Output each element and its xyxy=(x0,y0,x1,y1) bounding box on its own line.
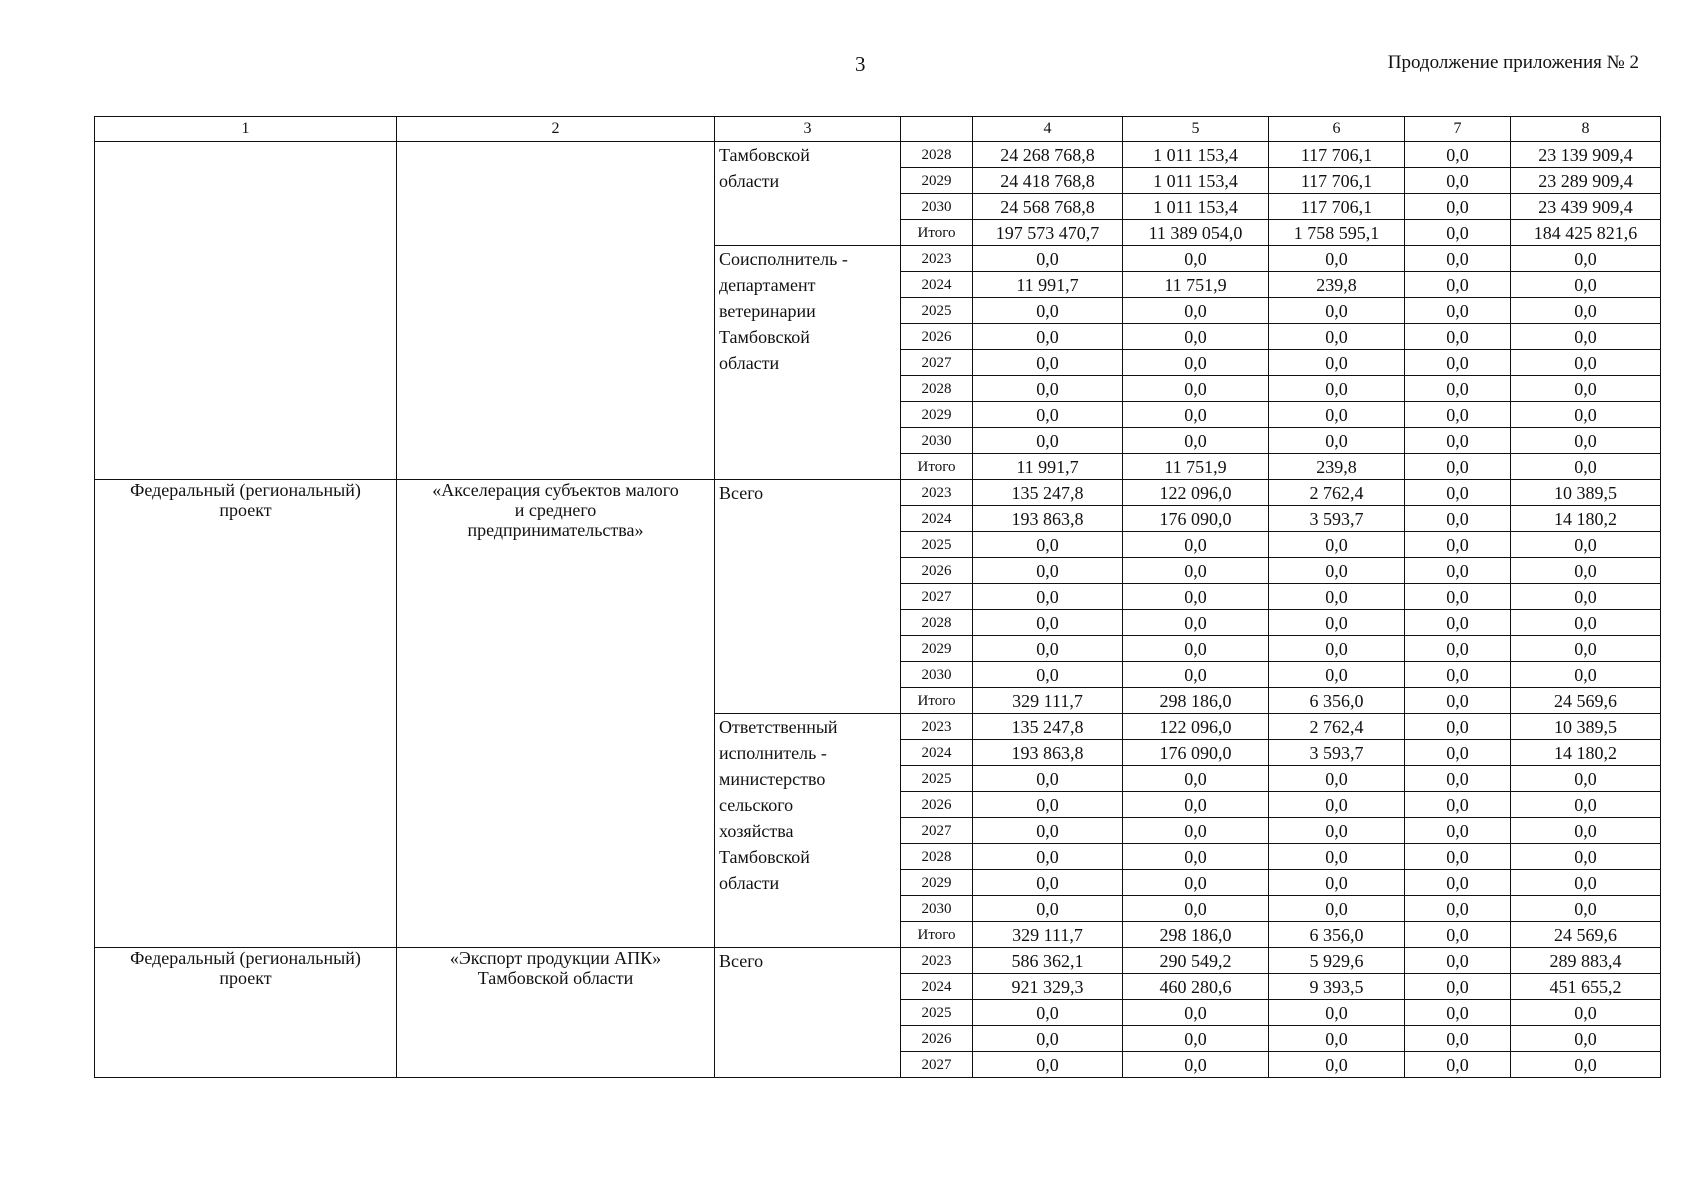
value-cell-col4: 0,0 xyxy=(973,584,1123,610)
value-cell-col7: 0,0 xyxy=(1405,194,1511,220)
year-cell: 2026 xyxy=(901,558,973,584)
value-cell-col7: 0,0 xyxy=(1405,532,1511,558)
year-cell: 2026 xyxy=(901,792,973,818)
section-name-cell xyxy=(397,948,715,1078)
executor-cell xyxy=(715,246,901,480)
table-row xyxy=(95,142,1661,168)
value-cell-col7: 0,0 xyxy=(1405,610,1511,636)
value-cell-col5: 0,0 xyxy=(1123,610,1269,636)
column-header: 6 xyxy=(1269,117,1405,142)
value-cell-col4: 0,0 xyxy=(973,636,1123,662)
value-cell-col4: 135 247,8 xyxy=(973,714,1123,740)
value-cell-col7: 0,0 xyxy=(1405,454,1511,480)
value-cell-col6: 2 762,4 xyxy=(1269,480,1405,506)
year-cell: 2025 xyxy=(901,298,973,324)
value-cell-col7: 0,0 xyxy=(1405,974,1511,1000)
value-cell-col6: 117 706,1 xyxy=(1269,142,1405,168)
value-cell-col8: 0,0 xyxy=(1511,792,1661,818)
value-cell-col7: 0,0 xyxy=(1405,948,1511,974)
value-cell-col7: 0,0 xyxy=(1405,168,1511,194)
column-header: 8 xyxy=(1511,117,1661,142)
section-type-cell xyxy=(95,142,397,480)
appendix-continuation-label: Продолжение приложения № 2 xyxy=(1387,52,1639,73)
value-cell-col8: 0,0 xyxy=(1511,350,1661,376)
value-cell-col4: 0,0 xyxy=(973,1026,1123,1052)
value-cell-col7: 0,0 xyxy=(1405,298,1511,324)
value-cell-col5: 0,0 xyxy=(1123,844,1269,870)
year-cell: Итого xyxy=(901,220,973,246)
value-cell-col7: 0,0 xyxy=(1405,220,1511,246)
value-cell-col7: 0,0 xyxy=(1405,246,1511,272)
year-cell: 2027 xyxy=(901,818,973,844)
value-cell-col6: 3 593,7 xyxy=(1269,506,1405,532)
year-cell: 2025 xyxy=(901,766,973,792)
value-cell-col4: 0,0 xyxy=(973,558,1123,584)
value-cell-col6: 0,0 xyxy=(1269,246,1405,272)
value-cell-col4: 24 418 768,8 xyxy=(973,168,1123,194)
year-cell: Итого xyxy=(901,688,973,714)
value-cell-col7: 0,0 xyxy=(1405,1052,1511,1078)
value-cell-col4: 0,0 xyxy=(973,246,1123,272)
section-type-text: Федеральный (региональный) проект xyxy=(130,948,361,988)
value-cell-col8: 10 389,5 xyxy=(1511,480,1661,506)
value-cell-col7: 0,0 xyxy=(1405,376,1511,402)
value-cell-col4: 0,0 xyxy=(973,402,1123,428)
value-cell-col6: 6 356,0 xyxy=(1269,688,1405,714)
value-cell-col5: 0,0 xyxy=(1123,636,1269,662)
year-cell: 2029 xyxy=(901,402,973,428)
value-cell-col8: 14 180,2 xyxy=(1511,740,1661,766)
value-cell-col7: 0,0 xyxy=(1405,688,1511,714)
column-number-row xyxy=(95,117,1661,142)
value-cell-col5: 0,0 xyxy=(1123,558,1269,584)
value-cell-col8: 0,0 xyxy=(1511,428,1661,454)
table-row xyxy=(95,480,1661,506)
value-cell-col4: 0,0 xyxy=(973,532,1123,558)
year-cell: 2024 xyxy=(901,272,973,298)
value-cell-col7: 0,0 xyxy=(1405,480,1511,506)
value-cell-col8: 0,0 xyxy=(1511,610,1661,636)
value-cell-col8: 289 883,4 xyxy=(1511,948,1661,974)
value-cell-col4: 0,0 xyxy=(973,428,1123,454)
value-cell-col5: 0,0 xyxy=(1123,662,1269,688)
value-cell-col8: 0,0 xyxy=(1511,454,1661,480)
value-cell-col8: 0,0 xyxy=(1511,246,1661,272)
value-cell-col7: 0,0 xyxy=(1405,792,1511,818)
value-cell-col7: 0,0 xyxy=(1405,870,1511,896)
value-cell-col5: 0,0 xyxy=(1123,792,1269,818)
value-cell-col8: 0,0 xyxy=(1511,402,1661,428)
executor-text: Всего xyxy=(719,951,764,971)
value-cell-col8: 0,0 xyxy=(1511,1000,1661,1026)
value-cell-col7: 0,0 xyxy=(1405,142,1511,168)
year-cell: 2030 xyxy=(901,428,973,454)
value-cell-col8: 0,0 xyxy=(1511,766,1661,792)
value-cell-col6: 0,0 xyxy=(1269,1026,1405,1052)
value-cell-col4: 135 247,8 xyxy=(973,480,1123,506)
value-cell-col6: 3 593,7 xyxy=(1269,740,1405,766)
executor-text: Ответственный исполнитель - министерство сельского хозяйства Тамбовской области xyxy=(719,717,838,893)
value-cell-col4: 0,0 xyxy=(973,1000,1123,1026)
column-header: 7 xyxy=(1405,117,1511,142)
value-cell-col7: 0,0 xyxy=(1405,714,1511,740)
year-cell: 2024 xyxy=(901,740,973,766)
year-cell: 2027 xyxy=(901,350,973,376)
value-cell-col8: 24 569,6 xyxy=(1511,922,1661,948)
value-cell-col5: 0,0 xyxy=(1123,1026,1269,1052)
year-cell: 2030 xyxy=(901,194,973,220)
value-cell-col8: 0,0 xyxy=(1511,558,1661,584)
year-cell: 2026 xyxy=(901,324,973,350)
value-cell-col4: 586 362,1 xyxy=(973,948,1123,974)
value-cell-col7: 0,0 xyxy=(1405,402,1511,428)
value-cell-col6: 0,0 xyxy=(1269,558,1405,584)
value-cell-col5: 0,0 xyxy=(1123,584,1269,610)
year-cell: 2028 xyxy=(901,844,973,870)
value-cell-col8: 0,0 xyxy=(1511,896,1661,922)
value-cell-col6: 0,0 xyxy=(1269,584,1405,610)
value-cell-col8: 0,0 xyxy=(1511,1026,1661,1052)
value-cell-col4: 11 991,7 xyxy=(973,272,1123,298)
value-cell-col6: 0,0 xyxy=(1269,662,1405,688)
value-cell-col6: 0,0 xyxy=(1269,818,1405,844)
value-cell-col7: 0,0 xyxy=(1405,766,1511,792)
year-cell: 2028 xyxy=(901,376,973,402)
value-cell-col4: 0,0 xyxy=(973,870,1123,896)
value-cell-col7: 0,0 xyxy=(1405,818,1511,844)
value-cell-col4: 0,0 xyxy=(973,818,1123,844)
year-cell: 2030 xyxy=(901,662,973,688)
executor-cell xyxy=(715,948,901,1078)
value-cell-col5: 0,0 xyxy=(1123,428,1269,454)
value-cell-col7: 0,0 xyxy=(1405,896,1511,922)
value-cell-col6: 117 706,1 xyxy=(1269,168,1405,194)
value-cell-col7: 0,0 xyxy=(1405,324,1511,350)
column-header: 1 xyxy=(95,117,397,142)
value-cell-col7: 0,0 xyxy=(1405,272,1511,298)
year-cell: 2029 xyxy=(901,168,973,194)
value-cell-col5: 298 186,0 xyxy=(1123,922,1269,948)
executor-cell xyxy=(715,142,901,246)
executor-cell xyxy=(715,480,901,714)
value-cell-col5: 0,0 xyxy=(1123,246,1269,272)
value-cell-col4: 921 329,3 xyxy=(973,974,1123,1000)
executor-cell xyxy=(715,714,901,948)
value-cell-col8: 451 655,2 xyxy=(1511,974,1661,1000)
value-cell-col5: 0,0 xyxy=(1123,1052,1269,1078)
value-cell-col4: 197 573 470,7 xyxy=(973,220,1123,246)
year-cell: 2024 xyxy=(901,974,973,1000)
value-cell-col4: 24 568 768,8 xyxy=(973,194,1123,220)
value-cell-col4: 0,0 xyxy=(973,792,1123,818)
section-name-text: «Акселерация субъектов малого и среднего предпринимательства» xyxy=(432,480,679,540)
table-row xyxy=(95,948,1661,974)
value-cell-col8: 0,0 xyxy=(1511,376,1661,402)
value-cell-col7: 0,0 xyxy=(1405,428,1511,454)
value-cell-col4: 329 111,7 xyxy=(973,688,1123,714)
value-cell-col6: 0,0 xyxy=(1269,844,1405,870)
value-cell-col6: 0,0 xyxy=(1269,298,1405,324)
section-name-cell xyxy=(397,142,715,480)
page-number: 3 xyxy=(855,52,866,76)
value-cell-col6: 0,0 xyxy=(1269,402,1405,428)
value-cell-col4: 0,0 xyxy=(973,376,1123,402)
section-type-cell xyxy=(95,948,397,1078)
value-cell-col6: 117 706,1 xyxy=(1269,194,1405,220)
value-cell-col6: 0,0 xyxy=(1269,324,1405,350)
value-cell-col5: 11 389 054,0 xyxy=(1123,220,1269,246)
value-cell-col5: 0,0 xyxy=(1123,1000,1269,1026)
value-cell-col5: 290 549,2 xyxy=(1123,948,1269,974)
value-cell-col8: 0,0 xyxy=(1511,870,1661,896)
value-cell-col5: 0,0 xyxy=(1123,896,1269,922)
column-header xyxy=(901,117,973,142)
value-cell-col4: 193 863,8 xyxy=(973,506,1123,532)
value-cell-col6: 1 758 595,1 xyxy=(1269,220,1405,246)
value-cell-col4: 0,0 xyxy=(973,766,1123,792)
value-cell-col4: 0,0 xyxy=(973,662,1123,688)
executor-text: Соисполнитель - департамент ветеринарии Тамбовской области xyxy=(719,249,848,373)
value-cell-col6: 0,0 xyxy=(1269,1000,1405,1026)
section-type-cell xyxy=(95,480,397,948)
value-cell-col4: 0,0 xyxy=(973,610,1123,636)
value-cell-col5: 1 011 153,4 xyxy=(1123,142,1269,168)
budget-table-body xyxy=(95,117,1661,1078)
value-cell-col6: 0,0 xyxy=(1269,896,1405,922)
value-cell-col5: 460 280,6 xyxy=(1123,974,1269,1000)
value-cell-col8: 0,0 xyxy=(1511,636,1661,662)
executor-text: Всего xyxy=(719,483,764,503)
year-cell: 2025 xyxy=(901,1000,973,1026)
year-cell: 2027 xyxy=(901,584,973,610)
value-cell-col6: 2 762,4 xyxy=(1269,714,1405,740)
value-cell-col4: 11 991,7 xyxy=(973,454,1123,480)
year-cell: 2027 xyxy=(901,1052,973,1078)
value-cell-col5: 0,0 xyxy=(1123,376,1269,402)
value-cell-col4: 329 111,7 xyxy=(973,922,1123,948)
value-cell-col4: 0,0 xyxy=(973,896,1123,922)
value-cell-col8: 0,0 xyxy=(1511,532,1661,558)
value-cell-col4: 0,0 xyxy=(973,1052,1123,1078)
value-cell-col8: 0,0 xyxy=(1511,818,1661,844)
year-cell: 2023 xyxy=(901,246,973,272)
value-cell-col5: 11 751,9 xyxy=(1123,454,1269,480)
value-cell-col5: 0,0 xyxy=(1123,402,1269,428)
value-cell-col6: 0,0 xyxy=(1269,636,1405,662)
value-cell-col7: 0,0 xyxy=(1405,922,1511,948)
value-cell-col6: 0,0 xyxy=(1269,870,1405,896)
value-cell-col5: 1 011 153,4 xyxy=(1123,168,1269,194)
section-name-cell xyxy=(397,480,715,948)
column-header: 4 xyxy=(973,117,1123,142)
value-cell-col5: 1 011 153,4 xyxy=(1123,194,1269,220)
year-cell: 2026 xyxy=(901,1026,973,1052)
value-cell-col4: 0,0 xyxy=(973,324,1123,350)
column-header: 5 xyxy=(1123,117,1269,142)
value-cell-col4: 0,0 xyxy=(973,844,1123,870)
value-cell-col8: 0,0 xyxy=(1511,662,1661,688)
value-cell-col7: 0,0 xyxy=(1405,584,1511,610)
value-cell-col6: 0,0 xyxy=(1269,766,1405,792)
value-cell-col6: 0,0 xyxy=(1269,610,1405,636)
column-header: 2 xyxy=(397,117,715,142)
value-cell-col6: 6 356,0 xyxy=(1269,922,1405,948)
value-cell-col6: 0,0 xyxy=(1269,350,1405,376)
value-cell-col5: 122 096,0 xyxy=(1123,480,1269,506)
value-cell-col6: 239,8 xyxy=(1269,272,1405,298)
value-cell-col5: 0,0 xyxy=(1123,532,1269,558)
value-cell-col7: 0,0 xyxy=(1405,506,1511,532)
value-cell-col4: 24 268 768,8 xyxy=(973,142,1123,168)
year-cell: 2029 xyxy=(901,870,973,896)
value-cell-col8: 23 439 909,4 xyxy=(1511,194,1661,220)
value-cell-col5: 0,0 xyxy=(1123,324,1269,350)
value-cell-col7: 0,0 xyxy=(1405,350,1511,376)
value-cell-col5: 0,0 xyxy=(1123,298,1269,324)
year-cell: 2024 xyxy=(901,506,973,532)
value-cell-col7: 0,0 xyxy=(1405,1026,1511,1052)
value-cell-col6: 239,8 xyxy=(1269,454,1405,480)
value-cell-col8: 0,0 xyxy=(1511,298,1661,324)
section-type-text: Федеральный (региональный) проект xyxy=(130,480,361,520)
value-cell-col6: 0,0 xyxy=(1269,1052,1405,1078)
year-cell: 2023 xyxy=(901,480,973,506)
value-cell-col8: 0,0 xyxy=(1511,844,1661,870)
column-header: 3 xyxy=(715,117,901,142)
value-cell-col6: 9 393,5 xyxy=(1269,974,1405,1000)
value-cell-col7: 0,0 xyxy=(1405,844,1511,870)
value-cell-col8: 14 180,2 xyxy=(1511,506,1661,532)
value-cell-col8: 0,0 xyxy=(1511,584,1661,610)
value-cell-col6: 0,0 xyxy=(1269,428,1405,454)
year-cell: 2029 xyxy=(901,636,973,662)
value-cell-col5: 0,0 xyxy=(1123,766,1269,792)
year-cell: Итого xyxy=(901,922,973,948)
value-cell-col6: 5 929,6 xyxy=(1269,948,1405,974)
year-cell: 2023 xyxy=(901,948,973,974)
value-cell-col5: 11 751,9 xyxy=(1123,272,1269,298)
value-cell-col8: 23 289 909,4 xyxy=(1511,168,1661,194)
executor-text: Тамбовской области xyxy=(719,145,810,191)
value-cell-col8: 0,0 xyxy=(1511,324,1661,350)
value-cell-col5: 122 096,0 xyxy=(1123,714,1269,740)
value-cell-col5: 298 186,0 xyxy=(1123,688,1269,714)
value-cell-col8: 0,0 xyxy=(1511,272,1661,298)
year-cell: 2023 xyxy=(901,714,973,740)
value-cell-col5: 176 090,0 xyxy=(1123,740,1269,766)
value-cell-col5: 0,0 xyxy=(1123,818,1269,844)
value-cell-col5: 176 090,0 xyxy=(1123,506,1269,532)
value-cell-col4: 193 863,8 xyxy=(973,740,1123,766)
year-cell: Итого xyxy=(901,454,973,480)
value-cell-col6: 0,0 xyxy=(1269,376,1405,402)
value-cell-col6: 0,0 xyxy=(1269,792,1405,818)
value-cell-col4: 0,0 xyxy=(973,298,1123,324)
year-cell: 2025 xyxy=(901,532,973,558)
year-cell: 2028 xyxy=(901,142,973,168)
section-name-text: «Экспорт продукции АПК» Тамбовской области xyxy=(449,948,662,988)
budget-table xyxy=(94,116,1661,1078)
value-cell-col7: 0,0 xyxy=(1405,636,1511,662)
value-cell-col6: 0,0 xyxy=(1269,532,1405,558)
value-cell-col5: 0,0 xyxy=(1123,870,1269,896)
value-cell-col8: 184 425 821,6 xyxy=(1511,220,1661,246)
value-cell-col7: 0,0 xyxy=(1405,558,1511,584)
value-cell-col4: 0,0 xyxy=(973,350,1123,376)
value-cell-col8: 23 139 909,4 xyxy=(1511,142,1661,168)
value-cell-col8: 10 389,5 xyxy=(1511,714,1661,740)
value-cell-col7: 0,0 xyxy=(1405,1000,1511,1026)
value-cell-col7: 0,0 xyxy=(1405,740,1511,766)
year-cell: 2030 xyxy=(901,896,973,922)
year-cell: 2028 xyxy=(901,610,973,636)
value-cell-col8: 0,0 xyxy=(1511,1052,1661,1078)
value-cell-col8: 24 569,6 xyxy=(1511,688,1661,714)
value-cell-col5: 0,0 xyxy=(1123,350,1269,376)
value-cell-col7: 0,0 xyxy=(1405,662,1511,688)
